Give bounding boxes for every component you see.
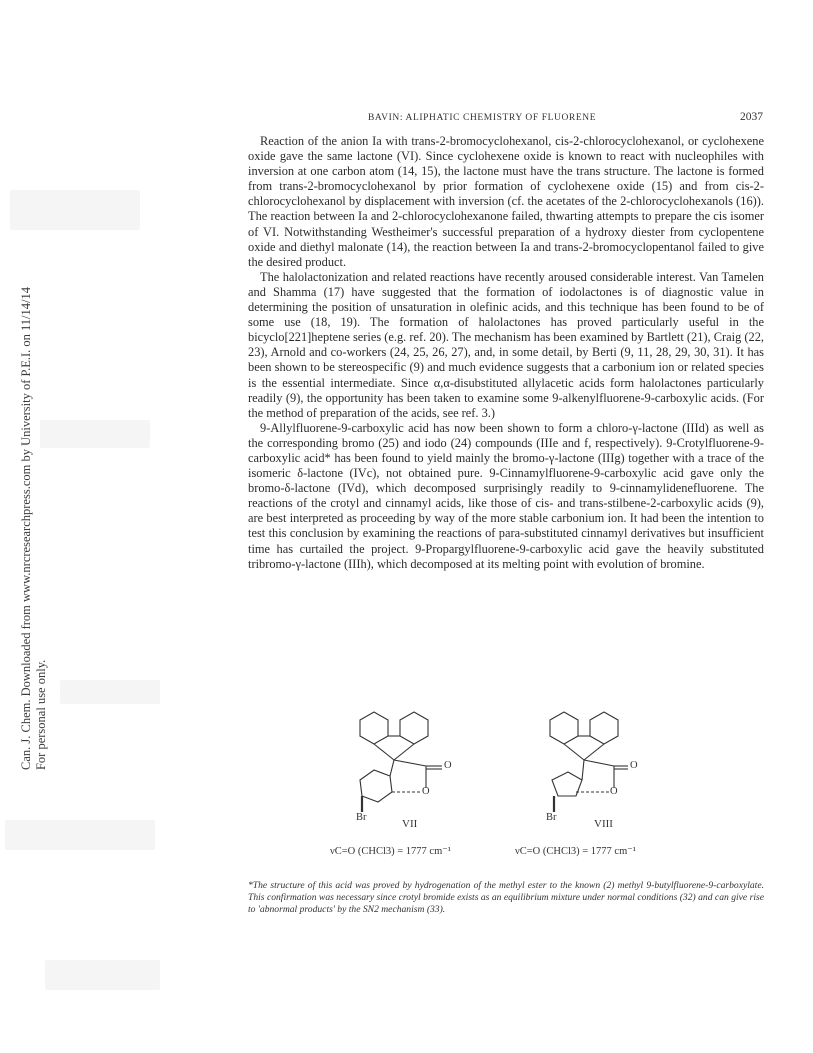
structure-viii [550,712,628,812]
vii-ring-o: O [422,786,430,797]
viii-ring-o: O [610,786,618,797]
article-body [248,134,764,572]
bleed-through-mark [60,680,160,704]
footnote: *The structure of this acid was proved by hydrogenation of the methyl ester to the known (2) methyl 9-butylfluorene-9-carboxylate. This confirmation was necessary since crotyl bromide exists as an equilibrium mixture under normal conditions (32) and can give rise to 'abnormal products' by the SN2 mechanism (33). [248,880,764,915]
bleed-through-mark [45,960,160,990]
vii-carbonyl-o: O [444,760,452,771]
paragraph-1: Reaction of the anion Ia with trans-2-bromocyclohexanol, cis-2-chlorocyclohexanol, or cyclohexene oxide gave the same lactone (VI). Since cyclohexene oxide is known to react with nucleophiles with inversion at one carbon atom (14, 15), the lactone must have the trans structure. The lactone is formed from trans-2-bromocyclohexanol by prior formation of cyclohexene oxide (15) and from cis-2-chlorocyclohexanol by displacement with inversion (cf. the acetates of the 2-chlorocyclohexanols (16)). The reaction between Ia and 2-chlorocyclohexanone failed, thwarting attempts to prepare the cis isomer of VI. Notwithstanding Westheimer's successful preparation of a hydroxy diester from cyclopentene oxide and diethyl malonate (14), the reaction between Ia and trans-2-bromocyclopentanol failed to give the desired product. [248,134,764,269]
viii-ir-value: νC=O (CHCl3) = 1777 cm⁻¹ [515,846,636,857]
vii-bromo: Br [356,812,367,823]
vii-label: VII [402,818,418,830]
bleed-through-mark [5,820,155,850]
paragraph-3: 9-Allylfluorene-9-carboxylic acid has now been shown to form a chloro-γ-lactone (IIId) as well as the corresponding bromo (25) and iodo (24) compounds (IIIe and f, respectively). 9-Crotylfluorene-9-carboxylic acid* has been found to yield mainly the bromo-γ-lactone (IIIg) together with a trace of the isomeric δ-lactone (IVc), not obtained pure. 9-Cinnamylfluorene-9-carboxylic acid gave only the bromo-δ-lactone (IVd), which decomposed surprisingly readily to 9-cinnamylidenefluorene. The reactions of the crotyl and cinnamyl acids, like those of cis- and trans-stilbene-2-carboxylic acids (9), are best interpreted as proceeding by way of the more stable carbonium ion. It had been the intention to test this conclusion by examining the reactions of para-substituted cinnamyl derivatives but insufficient time has curtailed the project. 9-Propargylfluorene-9-carboxylic acid gave the heavily substituted tribromo-γ-lactone (IIIh), which decomposed at its melting point with evolution of bromine. [248,420,764,571]
structure-figure [330,700,710,865]
viii-carbonyl-o: O [630,760,638,771]
running-title: BAVIN: ALIPHATIC CHEMISTRY OF FLUORENE [368,113,597,123]
watermark-line-2: For personal use only. [34,659,48,770]
viii-bromo: Br [546,812,557,823]
watermark-line-1: Can. J. Chem. Downloaded from www.nrcresearchpress.com by University of P.E.I. on 11/14/14 [19,286,33,770]
structure-vii [360,712,442,812]
page-number: 2037 [740,111,763,123]
download-watermark [4,210,64,770]
viii-label: VIII [594,818,613,830]
vii-ir-value: νC=O (CHCl3) = 1777 cm⁻¹ [330,846,451,857]
structure-drawings [330,700,710,865]
paragraph-2: The halolactonization and related reactions have recently aroused considerable interest. Van Tamelen and Shamma (17) have suggested that the formation of iodolactones is of diagnostic value in determining the position of unsaturation in olefinic acids, and this technique has been found to be of some use (18, 19). The formation of halolactones has proved particularly useful in the bicyclo[221]heptene series (e.g. ref. 20). The mechanism has been examined by Bartlett (21), Craig (22, 23), Arnold and co-workers (24, 25, 26, 27), and, in some detail, by Berti (9, 11, 28, 29, 30, 31). It has been shown to be stereospecific (9) and much evidence suggests that a carbonium ion or related species is the essential intermediate. Since α,α-disubstituted allylacetic acids form halolactones particularly readily (9), the opportunity has been taken to examine some 9-alkenylfluorene-9-carboxylic acids. (For the method of preparation of the acids, see ref. 3.) [248,269,764,420]
